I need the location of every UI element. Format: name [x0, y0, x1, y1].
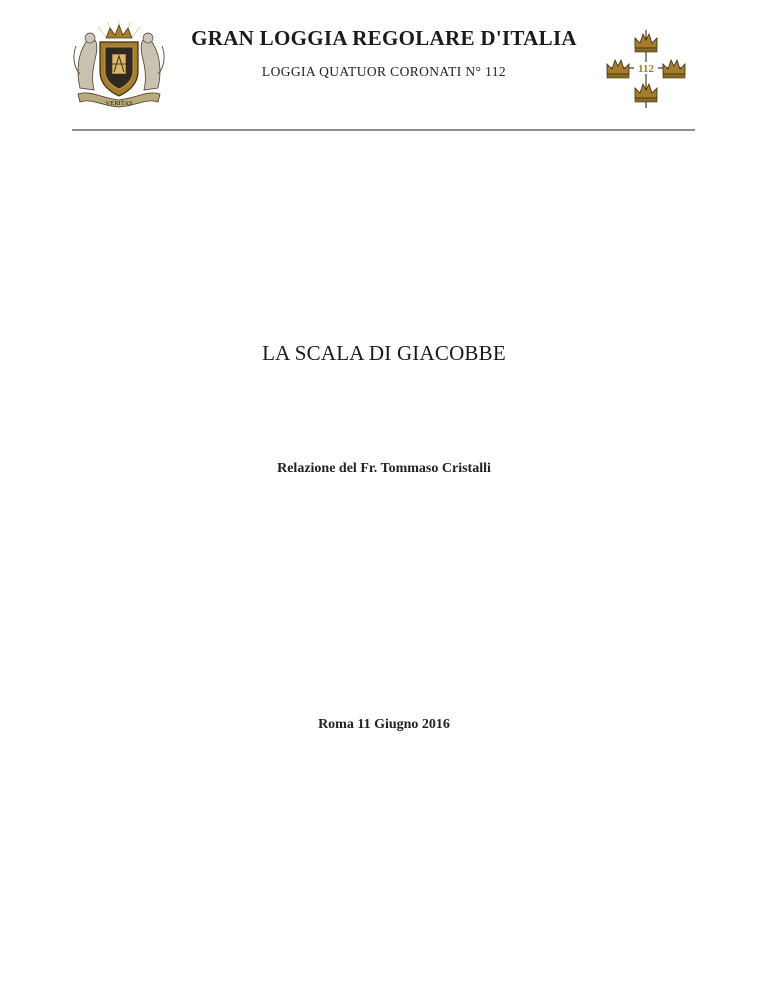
- document-author: Relazione del Fr. Tommaso Cristalli: [277, 461, 491, 476]
- crest-motto: VERITAS: [105, 100, 133, 107]
- header-divider: [72, 129, 695, 131]
- four-crowns-emblem-icon: [604, 24, 688, 110]
- emblem-number: 112: [638, 63, 654, 75]
- document-title: LA SCALA DI GIACOBBE: [262, 341, 506, 365]
- document-date: Roma 11 Giugno 2016: [318, 717, 450, 732]
- header-title: GRAN LOGGIA REGOLARE D'ITALIA: [191, 26, 577, 50]
- header-subtitle: LOGGIA QUATUOR CORONATI N° 112: [261, 64, 507, 79]
